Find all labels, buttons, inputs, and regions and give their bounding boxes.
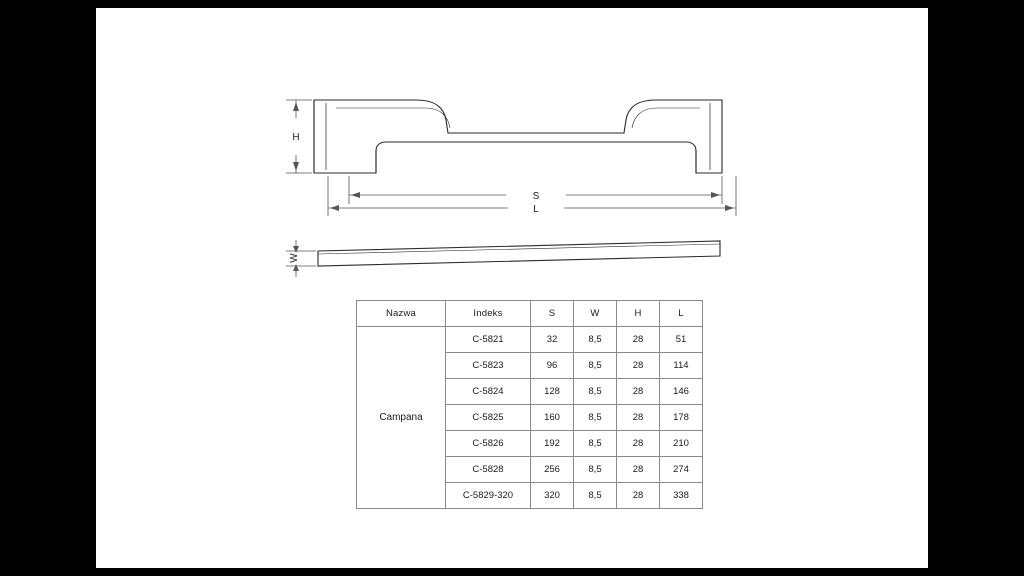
- column-header-l: L: [660, 301, 703, 327]
- cell-h: 28: [617, 327, 660, 353]
- cell-h: 28: [617, 379, 660, 405]
- product-name-cell: Campana: [357, 327, 446, 509]
- dimension-label-l: L: [533, 204, 539, 215]
- cell-indeks: C-5821: [446, 327, 531, 353]
- specification-table: [356, 300, 703, 509]
- column-header-w: W: [574, 301, 617, 327]
- cell-l: 51: [660, 327, 703, 353]
- technical-drawing-sheet: [96, 8, 928, 568]
- cell-h: 28: [617, 405, 660, 431]
- dimension-label-h: H: [292, 132, 300, 143]
- cell-s: 256: [531, 457, 574, 483]
- cell-l: 210: [660, 431, 703, 457]
- cell-w: 8,5: [574, 483, 617, 509]
- column-header-s: S: [531, 301, 574, 327]
- dimension-label-s: S: [532, 191, 540, 202]
- table-row: [357, 327, 703, 353]
- cell-l: 114: [660, 353, 703, 379]
- cell-l: 274: [660, 457, 703, 483]
- dimension-label-w: W: [289, 253, 300, 263]
- column-header-indeks: Indeks: [446, 301, 531, 327]
- column-header-nazwa: Nazwa: [357, 301, 446, 327]
- cell-h: 28: [617, 483, 660, 509]
- cell-s: 96: [531, 353, 574, 379]
- column-header-h: H: [617, 301, 660, 327]
- cell-indeks: C-5828: [446, 457, 531, 483]
- cell-indeks: C-5825: [446, 405, 531, 431]
- cell-s: 128: [531, 379, 574, 405]
- cell-w: 8,5: [574, 405, 617, 431]
- cell-w: 8,5: [574, 353, 617, 379]
- cell-w: 8,5: [574, 457, 617, 483]
- front-view-handle: [314, 100, 722, 173]
- cell-h: 28: [617, 353, 660, 379]
- cell-s: 32: [531, 327, 574, 353]
- cell-indeks: C-5826: [446, 431, 531, 457]
- cell-h: 28: [617, 457, 660, 483]
- cell-l: 338: [660, 483, 703, 509]
- cell-s: 160: [531, 405, 574, 431]
- cell-w: 8,5: [574, 379, 617, 405]
- cell-l: 178: [660, 405, 703, 431]
- cell-indeks: C-5829-320: [446, 483, 531, 509]
- cell-s: 320: [531, 483, 574, 509]
- cell-l: 146: [660, 379, 703, 405]
- table-header-row: [357, 301, 703, 327]
- cell-w: 8,5: [574, 327, 617, 353]
- cell-indeks: C-5823: [446, 353, 531, 379]
- cell-h: 28: [617, 431, 660, 457]
- side-view-handle: [318, 241, 720, 266]
- sheet-content: [96, 8, 928, 568]
- cell-s: 192: [531, 431, 574, 457]
- cell-w: 8,5: [574, 431, 617, 457]
- cell-indeks: C-5824: [446, 379, 531, 405]
